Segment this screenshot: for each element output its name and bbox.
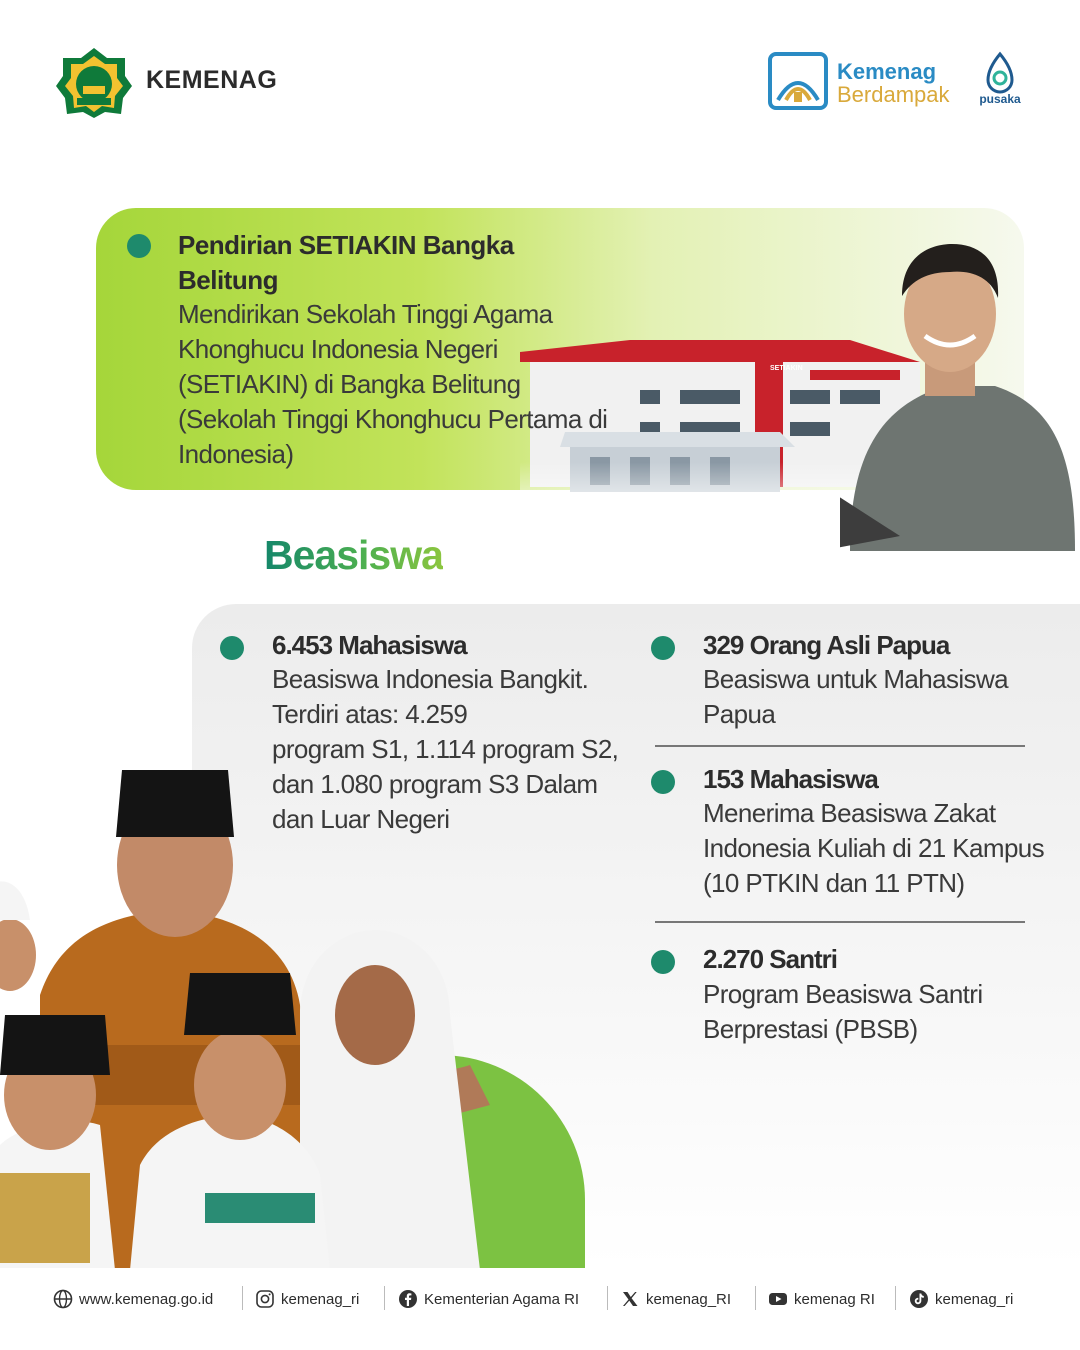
desc-line: Indonesia Kuliah di 21 Kampus — [703, 833, 1045, 863]
facebook-icon — [398, 1289, 418, 1309]
desc-line: Program Beasiswa Santri — [703, 979, 983, 1009]
desc-line: (10 PTKIN dan 11 PTN) — [703, 868, 965, 898]
man-with-tablet-image — [840, 236, 1075, 551]
desc-line: dan 1.080 program S3 Dalam — [272, 769, 598, 799]
kemenag-berdampak-text — [837, 60, 950, 106]
footer-divider — [895, 1286, 896, 1310]
bullet-dot — [220, 636, 244, 660]
footer-youtube[interactable] — [768, 1288, 875, 1310]
instagram-icon — [255, 1289, 275, 1309]
item-title: 6.453 Mahasiswa — [272, 630, 467, 660]
footer-divider — [755, 1286, 756, 1310]
globe-icon — [53, 1289, 73, 1309]
pusaka-label: pusaka — [979, 92, 1021, 106]
brand-name: KEMENAG — [146, 66, 278, 94]
item-description — [703, 977, 1063, 1047]
item-description — [703, 662, 1063, 732]
footer-website[interactable] — [53, 1288, 213, 1310]
footer-label: kemenag RI — [794, 1290, 875, 1308]
separator — [655, 921, 1025, 923]
footer-label: kemenag_RI — [646, 1290, 732, 1308]
footer-tiktok[interactable] — [909, 1288, 1013, 1310]
kb-line2: Berdampak — [837, 82, 950, 107]
setiakin-title: Pendirian SETIAKIN Bangka Belitung — [178, 230, 514, 295]
bullet-dot — [651, 770, 675, 794]
setiakin-description: Mendirikan Sekolah Tinggi Agama Khonghucu Indonesia Negeri (SETIAKIN) di Bangka Belitung (Sekolah Tinggi Khonghucu Pertama di Indonesia) — [178, 299, 608, 469]
item-title: 329 Orang Asli Papua — [703, 630, 950, 660]
bullet-dot — [651, 950, 675, 974]
item-title: 2.270 Santri — [703, 944, 837, 974]
footer-x[interactable] — [620, 1288, 731, 1310]
kb-line1: Kemenag — [837, 59, 937, 84]
item-description — [703, 796, 1073, 901]
footer-facebook[interactable] — [398, 1288, 579, 1310]
footer-instagram[interactable] — [255, 1288, 359, 1310]
building-sign: SETIAKIN — [770, 365, 803, 372]
footer-divider — [242, 1286, 243, 1310]
pusaka-icon — [972, 50, 1028, 94]
item-title: 153 Mahasiswa — [703, 764, 878, 794]
teacher-and-students-image — [0, 745, 500, 1270]
desc-line: dan Luar Negeri — [272, 804, 450, 834]
desc-line: program S1, 1.114 program S2, — [272, 734, 619, 764]
desc-line: Papua — [703, 699, 776, 729]
footer-label: kemenag_ri — [935, 1290, 1014, 1308]
youtube-icon — [768, 1289, 788, 1309]
desc-line: Berprestasi (PBSB) — [703, 1014, 918, 1044]
pusaka-logo — [972, 50, 1028, 112]
footer-label: Kementerian Agama RI — [424, 1290, 580, 1308]
desc-line: Menerima Beasiswa Zakat — [703, 798, 996, 828]
kemenag-berdampak-logo — [768, 52, 828, 110]
separator — [655, 745, 1025, 747]
x-icon — [620, 1289, 640, 1309]
section-title: Beasiswa — [264, 532, 443, 578]
desc-line: Beasiswa untuk Mahasiswa — [703, 664, 1008, 694]
bullet-dot — [127, 234, 151, 258]
desc-line: Beasiswa Indonesia Bangkit. — [272, 664, 589, 694]
desc-line: Terdiri atas: 4.259 — [272, 699, 468, 729]
footer-divider — [607, 1286, 608, 1310]
footer-divider — [384, 1286, 385, 1310]
kemenag-logo — [55, 46, 133, 118]
footer-label: kemenag_ri — [281, 1290, 360, 1308]
footer-label: www.kemenag.go.id — [79, 1290, 214, 1308]
bullet-dot — [651, 636, 675, 660]
tiktok-icon — [909, 1289, 929, 1309]
